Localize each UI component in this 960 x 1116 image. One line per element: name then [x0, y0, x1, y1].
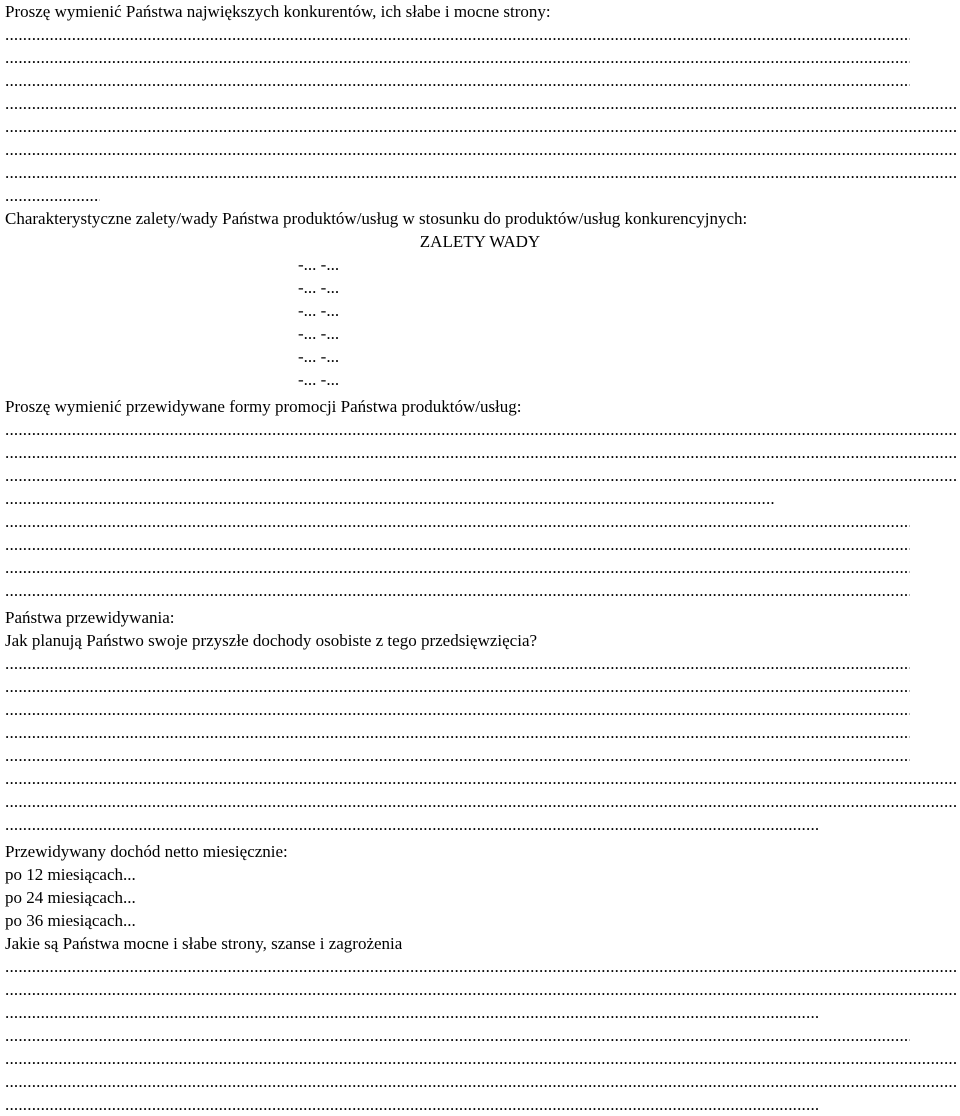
- columns-label: ZALETY WADY: [419, 232, 541, 251]
- income-row-24[interactable]: po 24 miesiącach...: [5, 888, 136, 907]
- answer-line[interactable]: [5, 115, 957, 138]
- answer-line[interactable]: [5, 790, 957, 813]
- answer-line[interactable]: [5, 161, 957, 184]
- income-row-36[interactable]: po 36 miesiącach...: [5, 911, 136, 930]
- answer-line[interactable]: [5, 813, 820, 836]
- pair-row[interactable]: -... -...: [298, 301, 340, 320]
- swot-heading: Jakie są Państwa mocne i słabe strony, szanse i zagrożenia: [5, 934, 403, 953]
- income-row-12[interactable]: po 12 miesiącach...: [5, 865, 136, 884]
- answer-line[interactable]: [5, 652, 910, 675]
- answer-line[interactable]: [5, 1070, 957, 1093]
- pair-row[interactable]: -... -...: [298, 255, 340, 274]
- answer-line[interactable]: [5, 1093, 820, 1116]
- answer-line[interactable]: [5, 23, 910, 46]
- pair-row[interactable]: -... -...: [298, 370, 340, 389]
- answer-line[interactable]: [5, 744, 910, 767]
- income-question: Jak planują Państwo swoje przyszłe dochody osobiste z tego przedsięwzięcia?: [5, 631, 538, 650]
- answer-line[interactable]: [5, 92, 957, 115]
- answer-line[interactable]: [5, 1024, 910, 1047]
- answer-line[interactable]: [5, 510, 910, 533]
- pair-row[interactable]: -... -...: [298, 347, 340, 366]
- answer-line[interactable]: [5, 184, 100, 207]
- answer-line[interactable]: [5, 556, 910, 579]
- answer-line[interactable]: [5, 978, 957, 1001]
- answer-line[interactable]: [5, 46, 910, 69]
- pair-row[interactable]: -... -...: [298, 278, 340, 297]
- competitors-heading: Proszę wymienić Państwa największych konkurentów, ich słabe i mocne strony:: [5, 2, 551, 21]
- answer-line[interactable]: [5, 418, 957, 441]
- answer-line[interactable]: [5, 1047, 957, 1070]
- answer-line[interactable]: [5, 579, 910, 602]
- pair-row[interactable]: -... -...: [298, 324, 340, 343]
- answer-line[interactable]: [5, 138, 957, 161]
- answer-line[interactable]: [5, 1001, 820, 1024]
- answer-line[interactable]: [5, 69, 910, 92]
- answer-line[interactable]: [5, 721, 910, 744]
- promotion-heading: Proszę wymienić przewidywane formy promocji Państwa produktów/usług:: [5, 397, 522, 416]
- answer-line[interactable]: [5, 533, 910, 556]
- answer-line[interactable]: [5, 441, 957, 464]
- advantages-heading: Charakterystyczne zalety/wady Państwa produktów/usług w stosunku do produktów/usług konkurencyjnych:: [5, 209, 748, 228]
- answer-line[interactable]: [5, 698, 910, 721]
- answer-line[interactable]: [5, 767, 957, 790]
- net-income-heading: Przewidywany dochód netto miesięcznie:: [5, 842, 288, 861]
- answer-line[interactable]: [5, 464, 957, 487]
- forecast-heading: Państwa przewidywania:: [5, 608, 175, 627]
- answer-line[interactable]: [5, 675, 910, 698]
- answer-line[interactable]: [5, 487, 775, 510]
- answer-line[interactable]: [5, 955, 957, 978]
